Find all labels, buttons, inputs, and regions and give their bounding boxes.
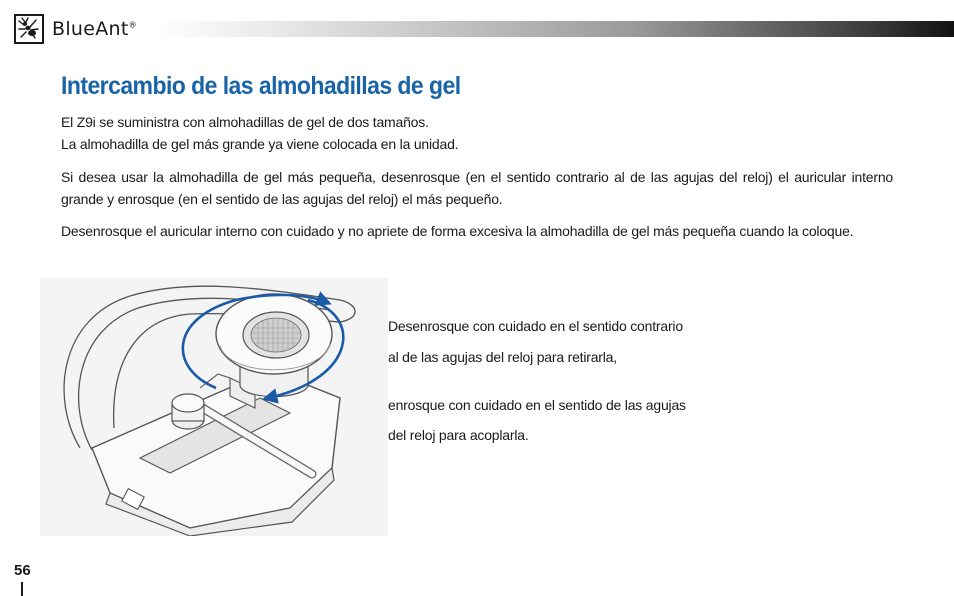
page-number: 56 (14, 562, 31, 579)
header-gradient-bar (154, 21, 954, 37)
page-header (14, 12, 954, 46)
paragraph-caution: Desenrosque el auricular interno con cuidado y no apriete de forma excesiva la almohadilla de gel más pequeña cuando la coloque. (61, 223, 854, 239)
caption-screw-1: enrosque con cuidado en el sentido de las agujas (388, 397, 686, 413)
headset-illustration (40, 278, 388, 536)
page-margin-mark (21, 582, 23, 596)
ant-icon (16, 16, 42, 42)
caption-unscrew-2: al de las agujas del reloj para retirarla, (388, 349, 617, 365)
intro-line-2: La almohadilla de gel más grande ya viene colocada en la unidad. (61, 136, 459, 152)
paragraph-swap: Si desea usar la almohadilla de gel más pequeña, desenrosque (en el sentido contrario al de las agujas del reloj) el auricular interno grande y enrosque (en el sentido de las agujas del reloj) el más pequeño. (61, 169, 893, 207)
brand-name: BlueAnt® (52, 18, 137, 40)
page-title: Intercambio de las almohadillas de gel (61, 72, 461, 100)
caption-screw-2: del reloj para acoplarla. (388, 427, 529, 443)
caption-unscrew-1: Desenrosque con cuidado en el sentido contrario (388, 318, 683, 334)
logo (14, 14, 44, 44)
intro-line-1: El Z9i se suministra con almohadillas de gel de dos tamaños. (61, 114, 429, 130)
